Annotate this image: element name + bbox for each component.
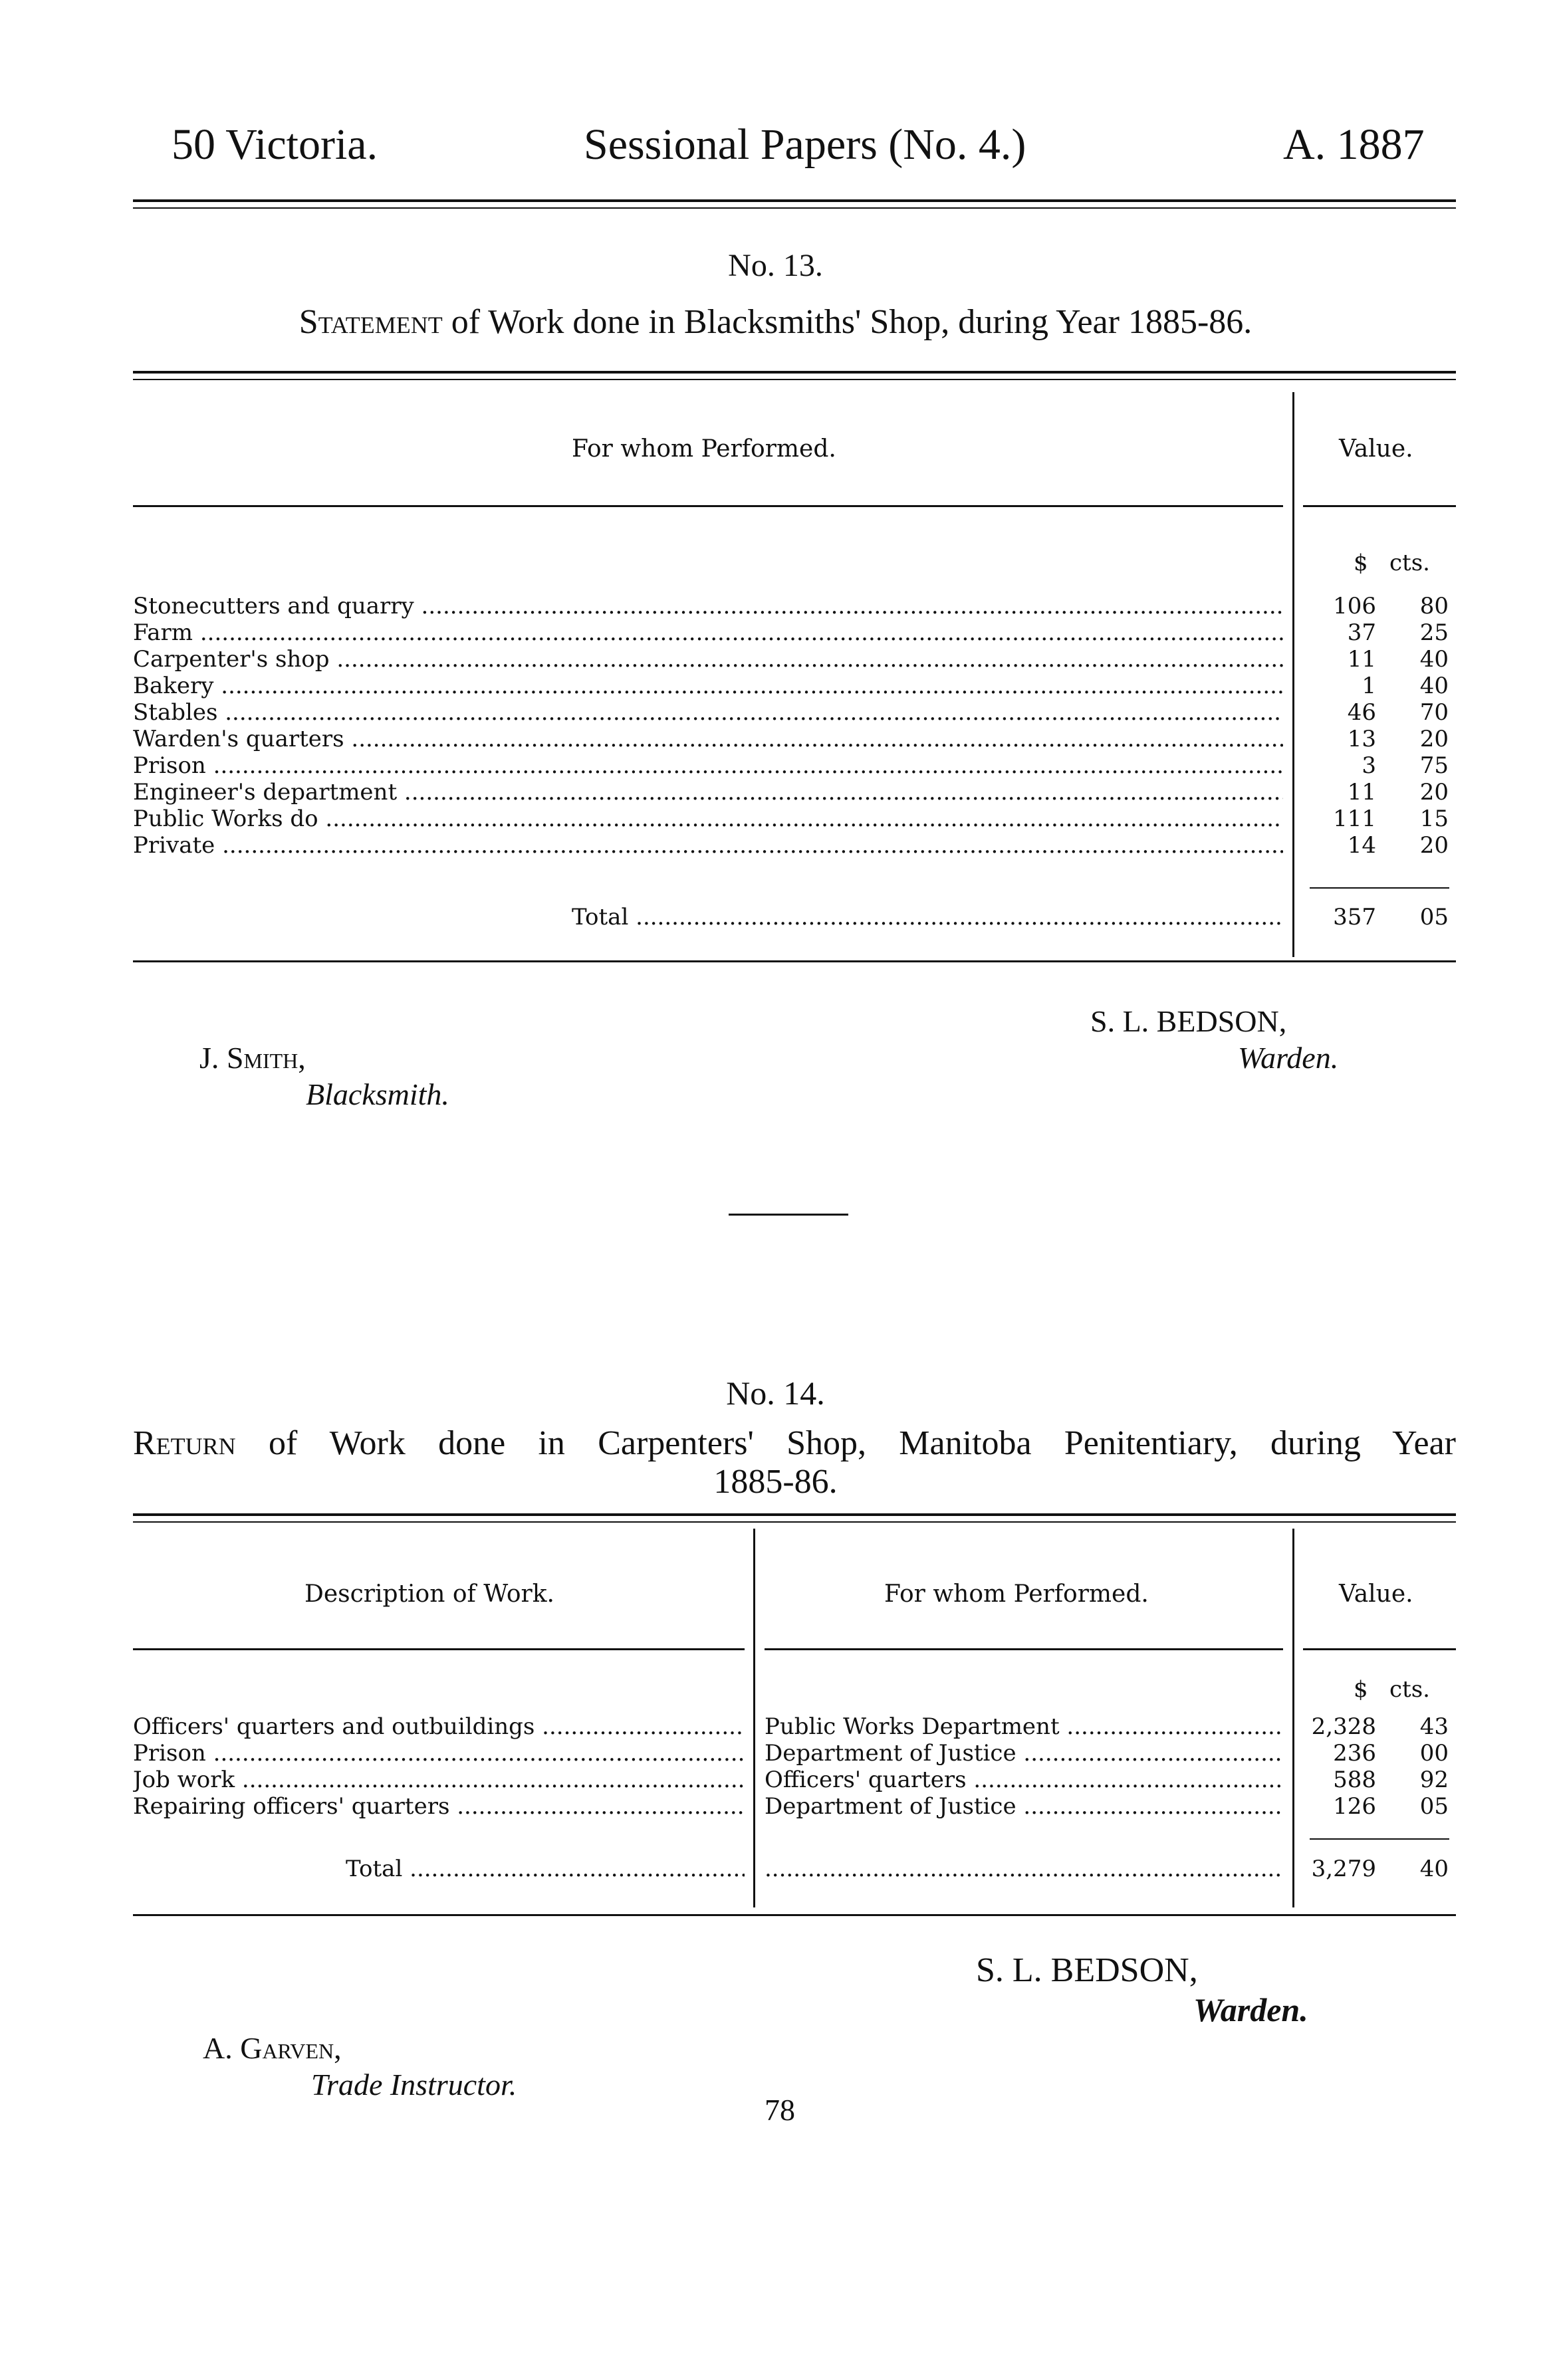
table13-col-value: Value. [1339, 435, 1413, 463]
table14-row-cents: 92 [1419, 1767, 1449, 1793]
table14-row-cents: 00 [1419, 1740, 1449, 1767]
table13-number: No. 13. [728, 248, 823, 283]
table13-title [0, 302, 1551, 342]
table13-row-cents: 15 [1419, 806, 1449, 832]
sig14-left-title: Trade Instructor. [311, 2068, 517, 2102]
table14-row-desc: Job work ..... [133, 1767, 745, 1793]
table14-total-rule [1310, 1838, 1449, 1840]
header-rule-thin [133, 207, 1456, 209]
table14-header-rule-1 [133, 1648, 745, 1650]
header-left: 50 Victoria. [172, 120, 378, 169]
table13-top-rule-thin [133, 379, 1456, 380]
table14-number: No. 14. [726, 1374, 825, 1412]
table13-row-dollars: 11 [1347, 779, 1376, 806]
table14-row-desc: Prison ..... [133, 1740, 745, 1767]
table14-row-whom: Officers' quarters ..... [765, 1767, 1283, 1793]
table13-row-label: Stonecutters and quarry ..... [133, 593, 1283, 619]
sig14-right-name: S. L. BEDSON, [976, 1951, 1198, 1989]
table13-header-rule-value [1303, 505, 1456, 507]
table13-row-label: Private ..... [133, 832, 1283, 859]
table14-row-cents: 05 [1419, 1793, 1449, 1820]
table13-top-rule [133, 371, 1456, 374]
table14-col-value: Value. [1339, 1580, 1413, 1608]
sig14-right-title: Warden. [1193, 1991, 1308, 2028]
table14-bottom-rule [133, 1914, 1456, 1916]
table14-col-divider-1 [753, 1529, 755, 1907]
table13-row-label: Public Works do ..... [133, 806, 1283, 832]
table13-title-rest: of Work done in Blacksmiths' Shop, during Year 1885-86. [451, 303, 1253, 341]
header-center: Sessional Papers (No. 4.) [584, 120, 1026, 169]
table13-row-cents: 40 [1419, 646, 1449, 673]
sig14-left-name: A. Garven, [203, 2031, 342, 2065]
table14-title-rest: of Work done in Carpenters' Shop, Manitoba Penitentiary, during Year [268, 1424, 1456, 1462]
table13-row-dollars: 106 [1333, 593, 1376, 619]
table14-row-desc: Repairing officers' quarters ..... [133, 1793, 745, 1820]
table14-row-desc: Officers' quarters and outbuildings ..... [133, 1713, 745, 1740]
table14-col-divider-2 [1292, 1529, 1294, 1907]
table14-row-whom: Public Works Department ..... [765, 1713, 1283, 1740]
table14-total-label: Total ..... [346, 1856, 745, 1882]
table13-row-label: Prison ..... [133, 752, 1283, 779]
table14-col-desc: Description of Work. [304, 1580, 554, 1608]
sig13-right-title: Warden. [1238, 1041, 1339, 1075]
table13-row-dollars: 3 [1362, 752, 1376, 779]
table14-total-cents: 40 [1419, 1856, 1449, 1882]
table13-row-dollars: 111 [1333, 806, 1376, 832]
table13-row-label: Stables ..... [133, 699, 1283, 726]
table13-row-dollars: 14 [1347, 832, 1376, 859]
table14-total-whom-leader [765, 1856, 1283, 1882]
table13-col-whom: For whom Performed. [572, 435, 836, 463]
table14-row-whom: Department of Justice ..... [765, 1793, 1283, 1820]
table14-total-dollars: 3,279 [1311, 1856, 1376, 1882]
table13-row-dollars: 13 [1347, 726, 1376, 752]
table13-row-dollars: 46 [1347, 699, 1376, 726]
header-right: A. 1887 [1283, 120, 1425, 169]
table13-row-cents: 80 [1419, 593, 1449, 619]
table13-total-label: Total ..... [572, 904, 1283, 930]
table14-title [133, 1424, 1456, 1463]
section-separator [729, 1214, 848, 1216]
table14-title-year: 1885-86. [713, 1463, 838, 1501]
table13-row-dollars: 1 [1362, 673, 1376, 699]
table14-col-whom: For whom Performed. [884, 1580, 1149, 1608]
table13-total-rule [1310, 887, 1449, 889]
table13-unit-cents: cts. [1389, 550, 1430, 576]
table13-row-dollars: 11 [1347, 646, 1376, 673]
table14-row-dollars: 126 [1333, 1793, 1376, 1820]
table14-row-cents: 43 [1419, 1713, 1449, 1740]
table13-row-cents: 25 [1419, 619, 1449, 646]
table13-row-label: Bakery ..... [133, 673, 1283, 699]
table13-row-cents: 70 [1419, 699, 1449, 726]
table13-bottom-rule [133, 960, 1456, 962]
table13-header-rule [133, 505, 1283, 507]
table14-row-whom: Department of Justice ..... [765, 1740, 1283, 1767]
table13-row-label: Carpenter's shop ..... [133, 646, 1283, 673]
table13-row-cents: 20 [1419, 779, 1449, 806]
table14-unit-dollars: $ [1354, 1676, 1368, 1703]
table13-row-cents: 20 [1419, 726, 1449, 752]
table14-title-lead: Return [133, 1424, 236, 1462]
table13-unit-dollars: $ [1354, 550, 1368, 576]
sig13-left-name: J. Smith, [199, 1041, 306, 1075]
table14-header-rule-2 [765, 1648, 1283, 1650]
table13-col-divider [1292, 392, 1294, 957]
table13-total-cents: 05 [1419, 904, 1449, 930]
table14-row-dollars: 588 [1333, 1767, 1376, 1793]
header-rule [133, 199, 1456, 202]
table13-total-dollars: 357 [1333, 904, 1376, 930]
table13-title-lead: Statement [298, 303, 443, 341]
table13-row-dollars: 37 [1347, 619, 1376, 646]
table14-row-dollars: 236 [1333, 1740, 1376, 1767]
page-number: 78 [765, 2093, 795, 2127]
table14-top-rule-thin [133, 1521, 1456, 1523]
table13-row-label: Warden's quarters ..... [133, 726, 1283, 752]
table14-top-rule [133, 1513, 1456, 1516]
table13-row-label: Farm ..... [133, 619, 1283, 646]
table13-row-cents: 75 [1419, 752, 1449, 779]
table13-row-cents: 40 [1419, 673, 1449, 699]
table14-unit-cents: cts. [1389, 1676, 1430, 1703]
table13-row-label: Engineer's department ..... [133, 779, 1283, 806]
sig13-left-title: Blacksmith. [306, 1077, 449, 1111]
table14-row-dollars: 2,328 [1311, 1713, 1376, 1740]
table14-header-rule-3 [1303, 1648, 1456, 1650]
sig13-right-name: S. L. BEDSON, [1090, 1004, 1287, 1038]
table13-row-cents: 20 [1419, 832, 1449, 859]
